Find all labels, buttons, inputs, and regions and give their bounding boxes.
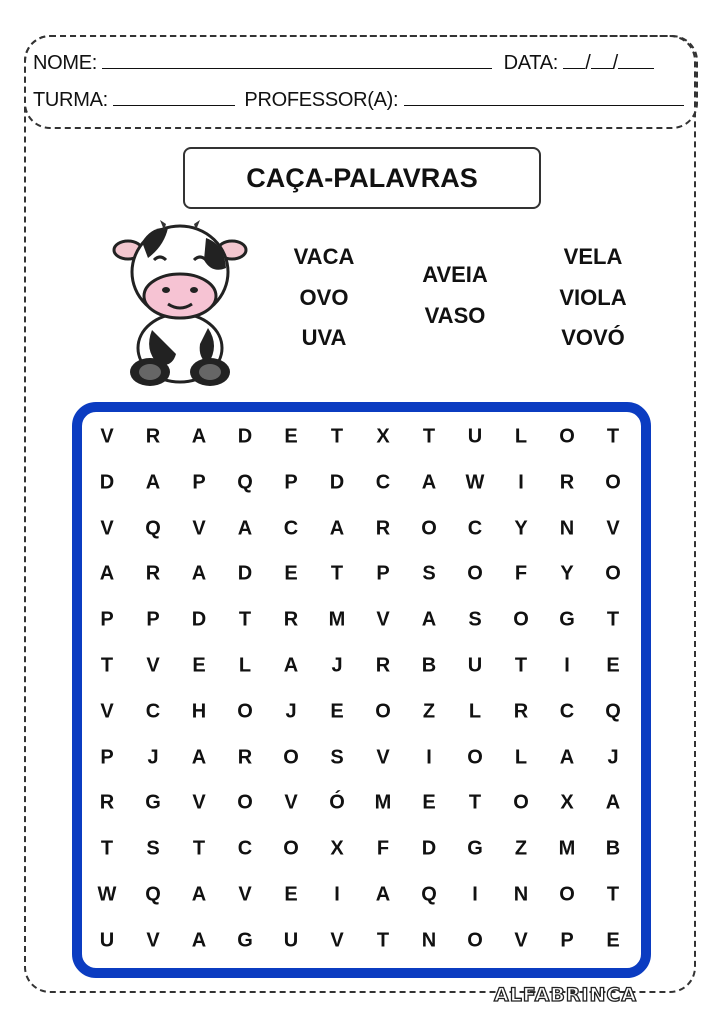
grid-letter[interactable]: A: [605, 791, 621, 814]
grid-letter[interactable]: W: [97, 883, 117, 906]
grid-letter[interactable]: R: [237, 746, 253, 769]
grid-letter[interactable]: C: [283, 517, 299, 540]
grid-letter[interactable]: Q: [237, 471, 253, 494]
grid-letter[interactable]: B: [421, 654, 437, 677]
word-search-grid: [72, 402, 651, 978]
word-item: VELA: [563, 244, 623, 269]
grid-letter[interactable]: A: [145, 471, 161, 494]
grid-letter[interactable]: O: [605, 562, 621, 585]
grid-letter[interactable]: T: [330, 562, 344, 585]
word-item: OVO: [299, 285, 349, 310]
grid-letter[interactable]: A: [421, 471, 437, 494]
grid-letter[interactable]: T: [422, 425, 436, 448]
grid-letter[interactable]: P: [100, 746, 114, 769]
grid-letter[interactable]: J: [147, 746, 159, 769]
grid-letter[interactable]: O: [467, 746, 483, 769]
grid-letter[interactable]: V: [330, 929, 344, 952]
grid-letter[interactable]: U: [467, 425, 483, 448]
grid-letter[interactable]: V: [284, 791, 298, 814]
grid-letter[interactable]: J: [607, 746, 619, 769]
word-item: VACA: [293, 244, 355, 269]
grid-letter[interactable]: Q: [421, 883, 437, 906]
grid-letter[interactable]: Y: [560, 562, 574, 585]
grid-letter[interactable]: O: [237, 700, 253, 723]
grid-letter[interactable]: J: [331, 654, 343, 677]
grid-letter[interactable]: E: [606, 654, 620, 677]
grid-letter[interactable]: O: [467, 929, 483, 952]
grid-letter[interactable]: I: [518, 471, 524, 494]
grid-letter[interactable]: O: [237, 791, 253, 814]
grid-letter[interactable]: T: [606, 425, 620, 448]
grid-letter[interactable]: H: [191, 700, 207, 723]
grid-letter[interactable]: D: [191, 608, 207, 631]
alfabrinca-logo: ALFABRINCA: [494, 984, 638, 1006]
grid-letter[interactable]: T: [606, 608, 620, 631]
name-field[interactable]: [102, 50, 492, 69]
grid-letter[interactable]: Q: [145, 517, 161, 540]
grid-letter[interactable]: C: [559, 700, 575, 723]
grid-letter[interactable]: W: [465, 471, 485, 494]
grid-letter[interactable]: E: [606, 929, 620, 952]
grid-letter[interactable]: O: [559, 425, 575, 448]
date-day-field[interactable]: [563, 50, 585, 69]
grid-letter[interactable]: A: [421, 608, 437, 631]
grid-letter[interactable]: P: [560, 929, 574, 952]
grid-letter[interactable]: R: [375, 517, 391, 540]
grid-letter[interactable]: V: [606, 517, 620, 540]
grid-letter[interactable]: O: [467, 562, 483, 585]
grid-letter[interactable]: T: [330, 425, 344, 448]
grid-letter[interactable]: G: [467, 837, 483, 860]
class-field[interactable]: [113, 87, 235, 106]
grid-letter[interactable]: V: [514, 929, 528, 952]
grid-letter[interactable]: U: [99, 929, 115, 952]
grid-letter[interactable]: P: [192, 471, 206, 494]
grid-letter[interactable]: S: [422, 562, 436, 585]
class-row: [33, 87, 684, 112]
name-row: [33, 50, 654, 75]
grid-letter[interactable]: F: [514, 562, 528, 585]
grid-letter[interactable]: V: [146, 929, 160, 952]
grid-letter[interactable]: O: [421, 517, 437, 540]
date-label: DATA:: [503, 52, 559, 74]
grid-letter[interactable]: G: [237, 929, 253, 952]
grid-letter[interactable]: R: [559, 471, 575, 494]
grid-letter[interactable]: V: [146, 654, 160, 677]
grid-letter[interactable]: A: [99, 562, 115, 585]
teacher-label: PROFESSOR(A):: [244, 89, 399, 111]
grid-letter[interactable]: J: [285, 700, 297, 723]
grid-letter[interactable]: Y: [514, 517, 528, 540]
name-label: NOME:: [33, 52, 98, 74]
class-label: TURMA:: [33, 89, 108, 111]
grid-letter[interactable]: T: [376, 929, 390, 952]
grid-letter[interactable]: O: [513, 791, 529, 814]
cow-illustration: [112, 220, 248, 388]
grid-letter[interactable]: D: [237, 562, 253, 585]
grid-letter[interactable]: A: [237, 517, 253, 540]
grid-letter[interactable]: V: [100, 425, 114, 448]
grid-letter[interactable]: G: [559, 608, 575, 631]
grid-letter[interactable]: I: [564, 654, 570, 677]
grid-letter[interactable]: V: [192, 517, 206, 540]
grid-letter[interactable]: O: [375, 700, 391, 723]
grid-letter[interactable]: O: [559, 883, 575, 906]
grid-letter[interactable]: P: [100, 608, 114, 631]
grid-letter[interactable]: Z: [422, 700, 436, 723]
grid-letter[interactable]: S: [330, 746, 344, 769]
grid-letter[interactable]: A: [375, 883, 391, 906]
grid-letter[interactable]: R: [145, 562, 161, 585]
grid-letter[interactable]: L: [514, 425, 528, 448]
grid-letter[interactable]: D: [237, 425, 253, 448]
grid-letter[interactable]: T: [238, 608, 252, 631]
grid-letter[interactable]: M: [374, 791, 392, 814]
grid-letter[interactable]: V: [376, 746, 390, 769]
grid-letter[interactable]: A: [283, 654, 299, 677]
grid-letter[interactable]: F: [376, 837, 390, 860]
grid-letter[interactable]: O: [283, 837, 299, 860]
grid-letter[interactable]: P: [146, 608, 160, 631]
grid-letter[interactable]: A: [191, 929, 207, 952]
grid-letter[interactable]: A: [191, 562, 207, 585]
grid-letter[interactable]: I: [426, 746, 432, 769]
grid-letter[interactable]: D: [329, 471, 345, 494]
grid-letter[interactable]: U: [283, 929, 299, 952]
grid-letter[interactable]: O: [513, 608, 529, 631]
grid-letter[interactable]: G: [145, 791, 161, 814]
grid-letter[interactable]: A: [191, 425, 207, 448]
grid-letter[interactable]: X: [376, 425, 390, 448]
grid-letter[interactable]: A: [191, 746, 207, 769]
grid-letter[interactable]: R: [145, 425, 161, 448]
grid-letter[interactable]: V: [192, 791, 206, 814]
grid-letter[interactable]: S: [468, 608, 482, 631]
grid-letter[interactable]: R: [99, 791, 115, 814]
grid-letter[interactable]: I: [472, 883, 478, 906]
page-title: CAÇA-PALAVRAS: [183, 147, 541, 209]
grid-letter[interactable]: T: [514, 654, 528, 677]
grid-letter[interactable]: A: [329, 517, 345, 540]
grid-letter[interactable]: R: [375, 654, 391, 677]
grid-letter[interactable]: B: [605, 837, 621, 860]
grid-letter[interactable]: E: [284, 425, 298, 448]
grid-letter[interactable]: T: [192, 837, 206, 860]
grid-letter[interactable]: T: [606, 883, 620, 906]
date-year-field[interactable]: [618, 50, 654, 69]
grid-letter[interactable]: I: [334, 883, 340, 906]
grid-letter[interactable]: Q: [605, 700, 621, 723]
date-separator: /: [585, 52, 591, 74]
word-item: VIOLA: [559, 285, 627, 310]
grid-letter[interactable]: O: [283, 746, 299, 769]
grid-letter[interactable]: R: [283, 608, 299, 631]
grid-letter[interactable]: M: [328, 608, 346, 631]
grid-letter[interactable]: O: [605, 471, 621, 494]
grid-letter[interactable]: M: [558, 837, 576, 860]
grid-letter[interactable]: C: [237, 837, 253, 860]
grid-letter[interactable]: V: [100, 517, 114, 540]
grid-letter[interactable]: E: [330, 700, 344, 723]
grid-letter[interactable]: P: [376, 562, 390, 585]
grid-letter[interactable]: N: [559, 517, 575, 540]
grid-letter[interactable]: A: [191, 883, 207, 906]
grid-letter[interactable]: A: [559, 746, 575, 769]
grid-letter[interactable]: P: [284, 471, 298, 494]
grid-letter[interactable]: V: [376, 608, 390, 631]
teacher-field[interactable]: [404, 87, 684, 106]
grid-letter[interactable]: V: [238, 883, 252, 906]
grid-letter[interactable]: C: [375, 471, 391, 494]
grid-letter[interactable]: N: [421, 929, 437, 952]
grid-letter[interactable]: Q: [145, 883, 161, 906]
word-item: AVEIA: [422, 262, 488, 287]
word-item: VOVÓ: [561, 325, 625, 350]
grid-letter[interactable]: D: [99, 471, 115, 494]
grid-letter[interactable]: R: [513, 700, 529, 723]
grid-letter[interactable]: T: [100, 837, 114, 860]
grid-letter[interactable]: S: [146, 837, 160, 860]
grid-letter[interactable]: E: [422, 791, 436, 814]
date-separator: /: [612, 52, 618, 74]
word-item: UVA: [301, 325, 347, 350]
grid-letter[interactable]: E: [284, 562, 298, 585]
grid-letter[interactable]: C: [467, 517, 483, 540]
date-month-field[interactable]: [591, 50, 613, 69]
grid-letter[interactable]: L: [468, 700, 482, 723]
grid-letter[interactable]: Z: [514, 837, 528, 860]
grid-letter[interactable]: U: [467, 654, 483, 677]
grid-letter[interactable]: E: [192, 654, 206, 677]
grid-letter[interactable]: X: [330, 837, 344, 860]
grid-letter[interactable]: L: [238, 654, 252, 677]
grid-letter[interactable]: N: [513, 883, 529, 906]
grid-letter[interactable]: T: [468, 791, 482, 814]
grid-letter[interactable]: L: [514, 746, 528, 769]
grid-letter[interactable]: C: [145, 700, 161, 723]
word-item: VASO: [424, 303, 486, 328]
grid-letter[interactable]: V: [100, 700, 114, 723]
grid-letter[interactable]: D: [421, 837, 437, 860]
grid-letter[interactable]: E: [284, 883, 298, 906]
grid-letter[interactable]: X: [560, 791, 574, 814]
grid-letter[interactable]: T: [100, 654, 114, 677]
grid-letter[interactable]: Ó: [329, 791, 345, 814]
